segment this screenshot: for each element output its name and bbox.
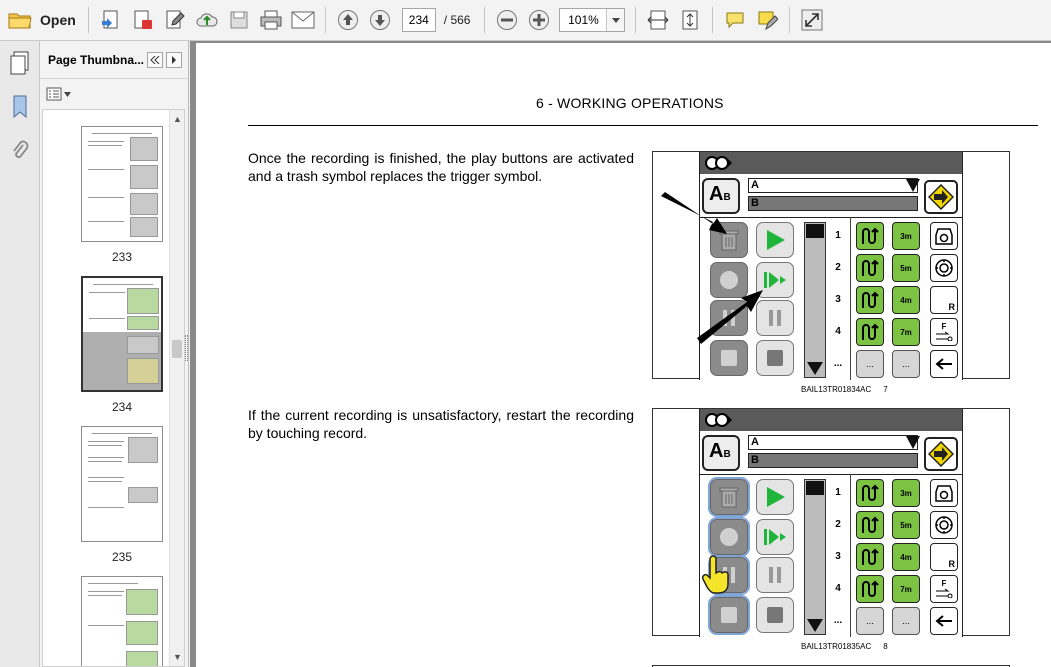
sequence-icon [856, 479, 884, 507]
scroll-up-icon[interactable]: ▲ [173, 114, 182, 124]
yellow-arrow-icon [924, 180, 958, 214]
chevron-right-icon [170, 56, 178, 64]
thumbnail-options [40, 79, 188, 109]
record-icon [718, 526, 740, 548]
figure-screen [699, 409, 963, 637]
callout-arrow-icon [697, 288, 767, 348]
zoom-in-button[interactable] [525, 6, 553, 34]
time-label: 3m [892, 479, 920, 507]
stop-icon [719, 348, 739, 368]
fit-page-icon [679, 9, 701, 31]
comment-button[interactable] [721, 6, 749, 34]
thumbnail-page-235[interactable] [81, 426, 163, 542]
recording-icon [704, 411, 734, 429]
scroll-thumb[interactable] [172, 340, 182, 358]
pto-icon [930, 511, 958, 539]
cloud-upload-icon [196, 9, 218, 31]
engine-icon [930, 479, 958, 507]
pause-button-image [756, 557, 794, 593]
edit-icon [164, 9, 186, 31]
engine-icon [930, 222, 958, 250]
ab-selector: AB [702, 178, 740, 214]
open-button[interactable] [6, 6, 82, 34]
minus-circle-icon [496, 9, 518, 31]
fullscreen-button[interactable] [798, 6, 826, 34]
row-number: ... [833, 358, 843, 369]
pause-icon [766, 565, 784, 585]
stop-icon [765, 605, 785, 625]
figure-8 [652, 408, 1010, 651]
page-thumbnails-tab[interactable] [0, 41, 40, 85]
attachments-tab[interactable] [0, 129, 40, 173]
envelope-icon [291, 11, 315, 29]
zoom-out-button[interactable] [493, 6, 521, 34]
row-number: 1 [835, 230, 841, 241]
toolbar-separator [325, 7, 326, 33]
trash-button-image [710, 479, 748, 515]
field-b: B [748, 453, 918, 468]
document-viewport[interactable] [190, 41, 1051, 667]
more-button-image: ... [856, 607, 884, 635]
open-label: Open [40, 12, 76, 28]
field-a: A [748, 178, 918, 193]
next-page-button[interactable] [366, 6, 394, 34]
figure-caption: BAIL13TR01834AC 7 [801, 385, 888, 394]
chevron-down-icon [64, 92, 71, 97]
reverse-label: R [930, 286, 958, 314]
time-label: 7m [892, 575, 920, 603]
field-a: A [748, 435, 918, 450]
email-button[interactable] [289, 6, 317, 34]
sequence-icon [856, 254, 884, 282]
thumbnails-header [40, 41, 188, 79]
create-pdf-button[interactable] [97, 6, 125, 34]
pause-icon [766, 308, 784, 328]
time-label: 3m [892, 222, 920, 250]
toolbar-separator [484, 7, 485, 33]
time-label: 7m [892, 318, 920, 346]
row-number: 3 [835, 551, 841, 562]
zoom-value: 101% [568, 13, 599, 27]
row-number: 4 [835, 326, 841, 337]
fit-width-icon [647, 9, 669, 31]
figure-caption: BAIL13TR01835AC 8 [801, 642, 888, 651]
bookmark-icon [11, 95, 29, 119]
pto-icon [930, 254, 958, 282]
thumbnail-page-233[interactable] [81, 126, 163, 242]
pages-icon [9, 51, 31, 75]
page-total: / 566 [443, 13, 471, 27]
thumbnail-scrollbar[interactable] [169, 110, 184, 666]
screen-column-divider [850, 474, 851, 637]
time-label: 4m [892, 543, 920, 571]
printer-icon [260, 10, 282, 30]
time-label: 4m [892, 286, 920, 314]
more-button-image: ... [856, 350, 884, 378]
thumbnail-label: 234 [111, 400, 133, 414]
folder-icon [8, 10, 32, 30]
more-button-image: ... [892, 350, 920, 378]
page-number-input[interactable] [402, 8, 436, 32]
paragraph-1: Once the recording is finished, the play buttons are activated and a trash symbol replaces the trigger symbol. [248, 150, 634, 184]
highlight-button[interactable] [753, 6, 781, 34]
time-label: 5m [892, 511, 920, 539]
pointing-hand-icon [700, 555, 734, 595]
more-button-image: ... [892, 607, 920, 635]
reverse-label: R [930, 543, 958, 571]
shuttle-icon: F [930, 318, 958, 346]
double-chevron-left-icon [150, 56, 160, 64]
stop-button-image [756, 597, 794, 633]
panel-resize-handle[interactable] [185, 335, 188, 361]
navigation-rail [0, 41, 40, 667]
thumbnail-label: 235 [111, 550, 133, 564]
arrow-down-circle-icon [369, 9, 391, 31]
screen-divider [700, 474, 962, 475]
edit-pdf-button[interactable] [161, 6, 189, 34]
toolbar-separator [789, 7, 790, 33]
dropdown-triangle-icon [906, 179, 920, 192]
row-number: 1 [835, 487, 841, 498]
fit-width-button[interactable] [644, 6, 672, 34]
screen-scrollbar [804, 222, 826, 378]
toolbar-separator [635, 7, 636, 33]
sequence-icon [856, 543, 884, 571]
list-options-icon [46, 87, 62, 101]
toolbar-separator [712, 7, 713, 33]
back-arrow-icon [930, 350, 958, 378]
row-number: 4 [835, 583, 841, 594]
sequence-icon [856, 222, 884, 250]
shuttle-icon: F [930, 575, 958, 603]
print-button[interactable] [257, 6, 285, 34]
expand-icon [801, 9, 823, 31]
stop-icon [765, 348, 785, 368]
expand-panel-button[interactable] [166, 52, 182, 68]
sequence-icon [856, 286, 884, 314]
save-icon [229, 10, 249, 30]
chevron-down-icon[interactable] [606, 9, 624, 31]
header-rule [248, 125, 1038, 126]
screen-divider [700, 217, 962, 218]
paragraph-2: If the current recording is unsatisfactory, restart the recording by touching record. [248, 407, 634, 441]
step-play-button-image [756, 519, 794, 555]
speech-bubble-icon [724, 10, 746, 30]
zoom-select[interactable] [559, 8, 625, 32]
play-button-image [756, 222, 794, 258]
screen-header-bar [700, 152, 962, 174]
scroll-down-icon[interactable]: ▼ [173, 652, 182, 662]
play-icon [764, 229, 786, 251]
toolbar [0, 0, 1051, 41]
back-arrow-icon [930, 607, 958, 635]
trash-icon [719, 486, 739, 508]
stop-icon [719, 605, 739, 625]
figure-7 [652, 151, 1010, 394]
options-menu-button[interactable] [46, 87, 71, 101]
thumbnail-list [42, 109, 185, 667]
callout-arrow-icon [657, 192, 727, 242]
step-play-icon [763, 526, 787, 548]
dropdown-triangle-icon [906, 436, 920, 449]
yellow-arrow-icon [924, 437, 958, 471]
recording-icon [704, 154, 734, 172]
fit-page-button[interactable] [676, 6, 704, 34]
save-button[interactable] [225, 6, 253, 34]
collapse-panel-button[interactable] [147, 52, 163, 68]
record-button-image [710, 519, 748, 555]
plus-circle-icon [528, 9, 550, 31]
upload-button[interactable] [193, 6, 221, 34]
create-pdf-icon [100, 9, 122, 31]
thumbnail-page-234[interactable] [81, 276, 163, 392]
play-icon [764, 486, 786, 508]
thumbnail-label: 233 [111, 250, 133, 264]
thumbnails-panel [40, 41, 189, 667]
previous-page-button[interactable] [334, 6, 362, 34]
row-number: 2 [835, 519, 841, 530]
bookmarks-tab[interactable] [0, 85, 40, 129]
sequence-icon [856, 511, 884, 539]
highlight-pen-icon [756, 9, 778, 31]
paperclip-icon [11, 139, 29, 163]
toolbar-separator [88, 7, 89, 33]
arrow-up-circle-icon [337, 9, 359, 31]
screen-scrollbar [804, 479, 826, 635]
ab-selector: AB [702, 435, 740, 471]
play-button-image [756, 479, 794, 515]
export-pdf-button[interactable] [129, 6, 157, 34]
stop-button-image [710, 597, 748, 633]
screen-header-bar [700, 409, 962, 431]
time-label: 5m [892, 254, 920, 282]
row-number: 3 [835, 294, 841, 305]
sequence-icon [856, 318, 884, 346]
chapter-title: 6 - WORKING OPERATIONS [536, 95, 724, 111]
thumbnail-page-236[interactable] [81, 576, 163, 667]
field-b: B [748, 196, 918, 211]
screen-column-divider [850, 217, 851, 380]
export-pdf-icon [132, 9, 154, 31]
pdf-page [196, 43, 1051, 667]
row-number: ... [833, 615, 843, 626]
panel-title: Page Thumbna... [48, 52, 144, 67]
row-number: 2 [835, 262, 841, 273]
sequence-icon [856, 575, 884, 603]
